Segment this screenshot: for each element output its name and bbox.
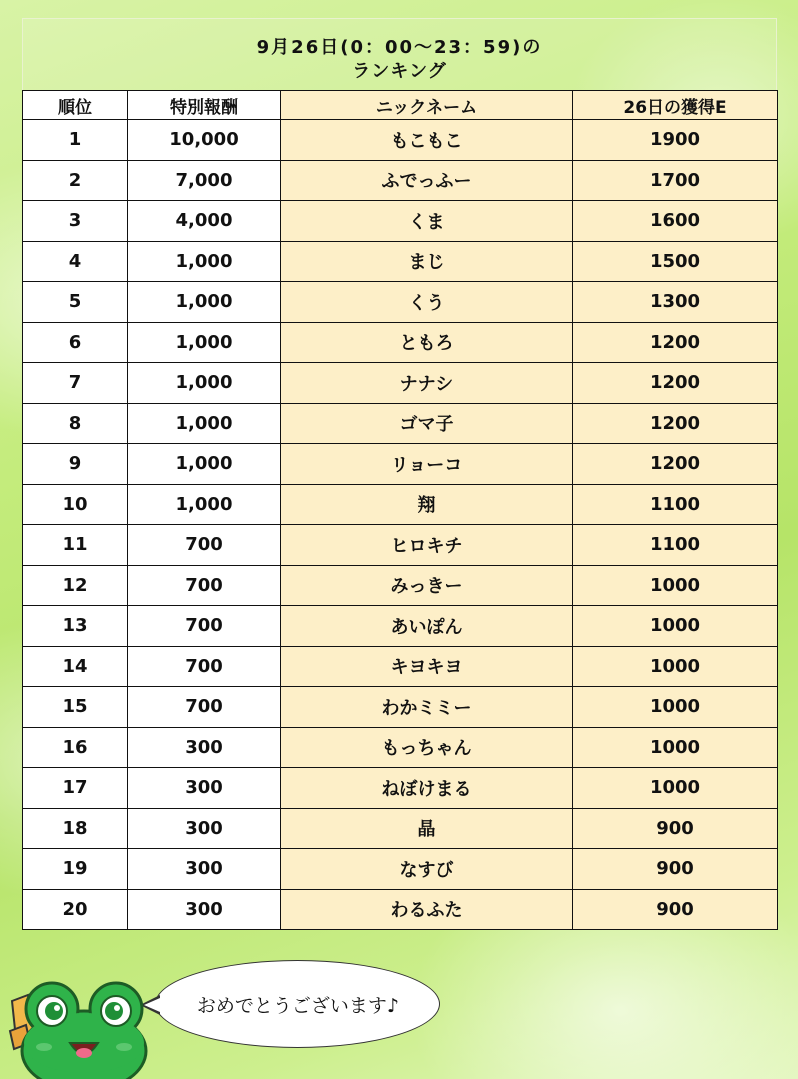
earned-cell: 1500: [573, 241, 778, 282]
table-row: [23, 160, 778, 201]
rank-cell: 20: [23, 889, 128, 930]
earned-cell: 1200: [573, 363, 778, 404]
table-row: [23, 282, 778, 323]
nickname-cell: リョーコ: [281, 444, 573, 485]
header-nickname: ニックネーム: [281, 91, 573, 120]
header-rank: 順位: [23, 91, 128, 120]
nickname-cell: ふでっふー: [281, 160, 573, 201]
reward-cell: 7,000: [128, 160, 281, 201]
reward-cell: 300: [128, 808, 281, 849]
reward-cell: 700: [128, 606, 281, 647]
nickname-cell: ヒロキチ: [281, 525, 573, 566]
frog-mascot-icon: [4, 973, 154, 1079]
rank-cell: 5: [23, 282, 128, 323]
earned-cell: 1700: [573, 160, 778, 201]
rank-cell: 14: [23, 646, 128, 687]
rank-cell: 11: [23, 525, 128, 566]
congratulations-text: おめでとうございます♪: [196, 995, 400, 1017]
reward-cell: 300: [128, 889, 281, 930]
ranking-table: [22, 90, 778, 930]
rank-cell: 17: [23, 768, 128, 809]
reward-cell: 700: [128, 565, 281, 606]
reward-cell: 1,000: [128, 484, 281, 525]
nickname-cell: わるふた: [281, 889, 573, 930]
table-row: [23, 201, 778, 242]
table-row: [23, 808, 778, 849]
nickname-cell: まじ: [281, 241, 573, 282]
rank-cell: 10: [23, 484, 128, 525]
reward-cell: 1,000: [128, 403, 281, 444]
reward-cell: 4,000: [128, 201, 281, 242]
nickname-cell: もこもこ: [281, 120, 573, 161]
rank-cell: 12: [23, 565, 128, 606]
title-line-2: ランキング: [352, 61, 447, 82]
table-row: [23, 322, 778, 363]
rank-cell: 4: [23, 241, 128, 282]
nickname-cell: 翔: [281, 484, 573, 525]
table-row: [23, 849, 778, 890]
nickname-cell: ともろ: [281, 322, 573, 363]
earned-cell: 900: [573, 889, 778, 930]
table-row: [23, 241, 778, 282]
rank-cell: 2: [23, 160, 128, 201]
rank-cell: 18: [23, 808, 128, 849]
earned-cell: 1000: [573, 606, 778, 647]
title-box: [22, 18, 777, 92]
nickname-cell: ねぼけまる: [281, 768, 573, 809]
nickname-cell: くう: [281, 282, 573, 323]
earned-cell: 1300: [573, 282, 778, 323]
earned-cell: 1000: [573, 646, 778, 687]
nickname-cell: みっきー: [281, 565, 573, 606]
nickname-cell: くま: [281, 201, 573, 242]
table-row: [23, 120, 778, 161]
nickname-cell: 晶: [281, 808, 573, 849]
table-row: [23, 687, 778, 728]
earned-cell: 1900: [573, 120, 778, 161]
table-row: [23, 727, 778, 768]
nickname-cell: ゴマ子: [281, 403, 573, 444]
ranking-table-body: [23, 120, 778, 930]
table-row: [23, 768, 778, 809]
table-row: [23, 565, 778, 606]
table-row: [23, 606, 778, 647]
rank-cell: 15: [23, 687, 128, 728]
earned-cell: 1100: [573, 525, 778, 566]
header-reward: 特別報酬: [128, 91, 281, 120]
rank-cell: 7: [23, 363, 128, 404]
earned-cell: 1200: [573, 322, 778, 363]
reward-cell: 300: [128, 768, 281, 809]
rank-cell: 16: [23, 727, 128, 768]
rank-cell: 6: [23, 322, 128, 363]
table-row: [23, 484, 778, 525]
rank-cell: 1: [23, 120, 128, 161]
rank-cell: 3: [23, 201, 128, 242]
reward-cell: 700: [128, 525, 281, 566]
nickname-cell: もっちゃん: [281, 727, 573, 768]
table-row: [23, 403, 778, 444]
earned-cell: 1000: [573, 768, 778, 809]
earned-cell: 900: [573, 849, 778, 890]
reward-cell: 700: [128, 646, 281, 687]
ranking-panel: [22, 18, 777, 933]
reward-cell: 300: [128, 849, 281, 890]
earned-cell: 1000: [573, 727, 778, 768]
reward-cell: 1,000: [128, 282, 281, 323]
reward-cell: 1,000: [128, 322, 281, 363]
rank-cell: 19: [23, 849, 128, 890]
earned-cell: 1600: [573, 201, 778, 242]
earned-cell: 1000: [573, 565, 778, 606]
nickname-cell: あいぽん: [281, 606, 573, 647]
reward-cell: 300: [128, 727, 281, 768]
table-row: [23, 646, 778, 687]
nickname-cell: キヨキヨ: [281, 646, 573, 687]
earned-cell: 1100: [573, 484, 778, 525]
table-header-row: [23, 91, 778, 120]
table-row: [23, 363, 778, 404]
title-line-1: 9月26日(0：00～23：59)の: [256, 37, 543, 58]
table-row: [23, 889, 778, 930]
header-earned: 26日の獲得E: [573, 91, 778, 120]
reward-cell: 10,000: [128, 120, 281, 161]
nickname-cell: ナナシ: [281, 363, 573, 404]
nickname-cell: なすび: [281, 849, 573, 890]
reward-cell: 1,000: [128, 241, 281, 282]
earned-cell: 1000: [573, 687, 778, 728]
earned-cell: 1200: [573, 403, 778, 444]
earned-cell: 900: [573, 808, 778, 849]
reward-cell: 1,000: [128, 444, 281, 485]
rank-cell: 8: [23, 403, 128, 444]
rank-cell: 9: [23, 444, 128, 485]
earned-cell: 1200: [573, 444, 778, 485]
table-row: [23, 444, 778, 485]
reward-cell: 700: [128, 687, 281, 728]
reward-cell: 1,000: [128, 363, 281, 404]
nickname-cell: わかミミー: [281, 687, 573, 728]
rank-cell: 13: [23, 606, 128, 647]
table-row: [23, 525, 778, 566]
